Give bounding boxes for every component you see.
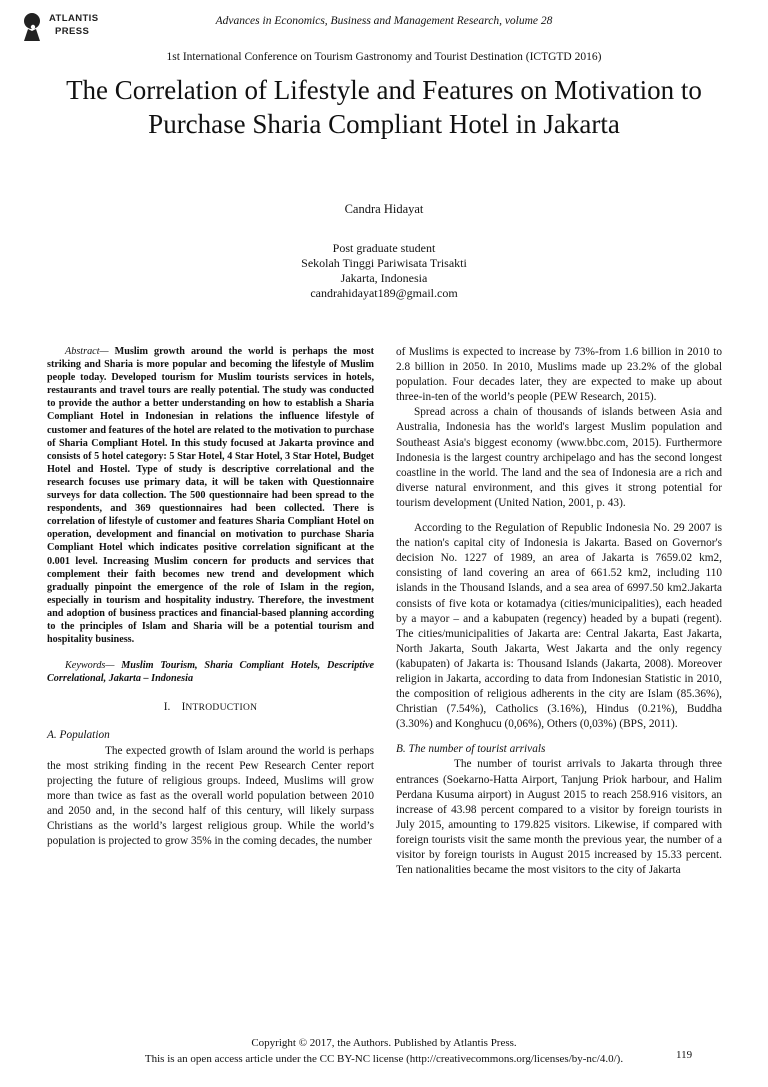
paragraph-jakarta: According to the Regulation of Republic Indonesia No. 29 2007 is the nation's capital city of Indonesia is Jakarta. Based on Governor's decision No. 1227 of 1989, an area of Jakarta is 7659.02 km2, consisting of land covering an area of 661.52 km2, including 110 islands in the Thousand Islands, and a sea area of 6997.50 km2.Jakarta consists of five kota or kotamadya (cities/municipalities), each headed by a mayor – and a kabupaten (regency) headed by a bupati (regent). The cities/municipalities of Jakarta are: Central Jakarta, East Jakarta, North Jakarta, South Jakarta, West Jakarta and the only regency (kabupaten) of Jakarta is: Thousand Islands (Jakarta, 2008). Moreover religion in Jakarta, according to data from Indonesian Statistic in 2010, the composition of religious adherents in the city are Islam (85.36%), Christian (7.54%), Catholics (3.16%), Hindus (0.21%), Buddha (3.30%) and Konghucu (0,06%), Others (0,03%) (BPS, 2011). — [396, 522, 722, 731]
author-location: Jakarta, Indonesia — [340, 271, 428, 285]
author-institution: Sekolah Tinggi Pariwisata Trisakti — [301, 256, 467, 270]
journal-header: Advances in Economics, Business and Management Research, volume 28 — [215, 15, 553, 27]
abstract — [47, 345, 374, 646]
section-title-rest: NTRODUCTION — [185, 703, 258, 714]
right-column — [396, 345, 722, 878]
left-column — [47, 345, 374, 849]
section-title-first: I — [181, 701, 186, 714]
author-name: Candra Hidayat — [344, 202, 424, 216]
author-role: Post graduate student — [332, 241, 436, 255]
paragraph-population: The expected growth of Islam around the world is perhaps the most striking finding in the recent Pew Research Center report projecting the future of religious groups. Indeed, Muslims will grow more than twice as fast as the overall world population between 2010 and 2050 and, in the second half of this century, will likely surpass Christians as the world’s largest religious group. While the world’s population is projected to grow 35% in the coming decades, the number — [47, 744, 374, 848]
paragraph-tourist-arrivals: The number of tourist arrivals to Jakarta through three entrances (Soekarno-Hatta Airport, Tanjung Priok harbour, and Halim Perdana Kusuma airport) in August 2015 to reach 258.916 visitors, an increase of 43.98 percent compared to a visitor by foreign tourists in July 2015, amounting to 179.825 visitors. Likewise, if compared with foreign tourists visit the same month the previous year, the number of a visitor by foreign tourists in August 2015 increased by 15.33 percent. Ten nationalities became the most visitors to the city of Jakarta — [396, 758, 722, 877]
abstract-text: Muslim growth around the world is perhaps the most striking and Sharia is more popular and becoming the lifestyle of Muslim people today. Developed tourism for Muslim tourists services in hotels, restaurants and travel tours are really potential. The study was conducted to provide the author a better understanding on how to establish a Sharia Compliant Hotel in Indonesian in relations the influence lifestyle of customer and features of the hotel are related to the motivation to purchase of Sharia Compliant Hotel. In this study focused at Jakarta province and consists of 5 hotel category: 5 Star Hotel, 4 Star Hotel, 3 Star Hotel, Budget Hotel and Hostel. Type of study is descriptive correlational and the research focuses use primary data, it will be taken with Questionnaire surveys for data collection. The 500 questionnaire had been spread to the respondents, and 369 questionnaires had been collected. There is correlation of lifestyle of customer and features Sharia Compliant Hotel on operation, development and financial on motivation to purchase Sharia Compliant Hotel which indicates positive correlation significant at the 0.001 level. Increasing Muslim concern for products and services that complement their faith becomes new trend and development which gradually pinpoint the emergence of the role of Islam in the region, especially in tourism and hospitality industry. Therefore, the investment and adoption of business practices and financial-based planning according to the principles of Islam and Sharia will be a potential tourism and hospitality business. — [47, 346, 374, 646]
logo-line1: ATLANTIS — [49, 13, 99, 24]
page-footer — [0, 1035, 768, 1067]
author-affiliation — [0, 241, 768, 301]
license-line[interactable]: This is an open access article under the CC BY-NC license (http://creativecommons.org/licenses/by-nc/4.0/). — [144, 1053, 624, 1065]
paragraph-indonesia: Spread across a chain of thousands of islands between Asia and Australia, Indonesia has the world's largest Muslim population and Southeast Asia's biggest economy (www.bbc.com, 2015). Furthermore Indonesia is the largest country archipelago and has the second longest coastline in the world. The land and the sea of Indonesia are a rich and diverse natural environment, and this gives it strong potential for tourism development (United Nation, 2001, p. 43). — [396, 406, 722, 509]
author-email[interactable]: candrahidayat189@gmail.com — [310, 286, 458, 300]
copyright-line: Copyright © 2017, the Authors. Published by Atlantis Press. — [251, 1037, 517, 1049]
keywords-label: Keywords— — [65, 660, 115, 672]
subsection-heading-tourist-arrivals: B. The number of tourist arrivals — [396, 743, 546, 756]
page-number: 119 — [676, 1049, 693, 1061]
subsection-heading-population: A. Population — [47, 729, 110, 742]
logo-line2: PRESS — [55, 26, 90, 37]
paper-title: The Correlation of Lifestyle and Features on Motivation to Purchase Sharia Compliant Hotel in Jakarta — [66, 75, 702, 139]
paragraph-muslim-growth: of Muslims is expected to increase by 73%-from 1.6 billion in 2010 to 2.8 billion in 2050. In 2010, Muslims made up 23.2% of the global population. Four decades later, they are expected to make up about three-in-ten of the world’s people (PEW Research, 2015). — [396, 346, 722, 404]
abstract-label: Abstract— — [65, 346, 109, 357]
keywords-text: Muslim Tourism, Sharia Compliant Hotels, Descriptive Correlational, Jakarta – Indonesia — [47, 660, 374, 685]
section-heading-introduction — [47, 700, 374, 716]
conference-header: 1st International Conference on Tourism Gastronomy and Tourist Destination (ICTGTD 2016) — [166, 51, 602, 63]
keywords — [47, 659, 374, 685]
section-number: I. — [163, 701, 171, 714]
